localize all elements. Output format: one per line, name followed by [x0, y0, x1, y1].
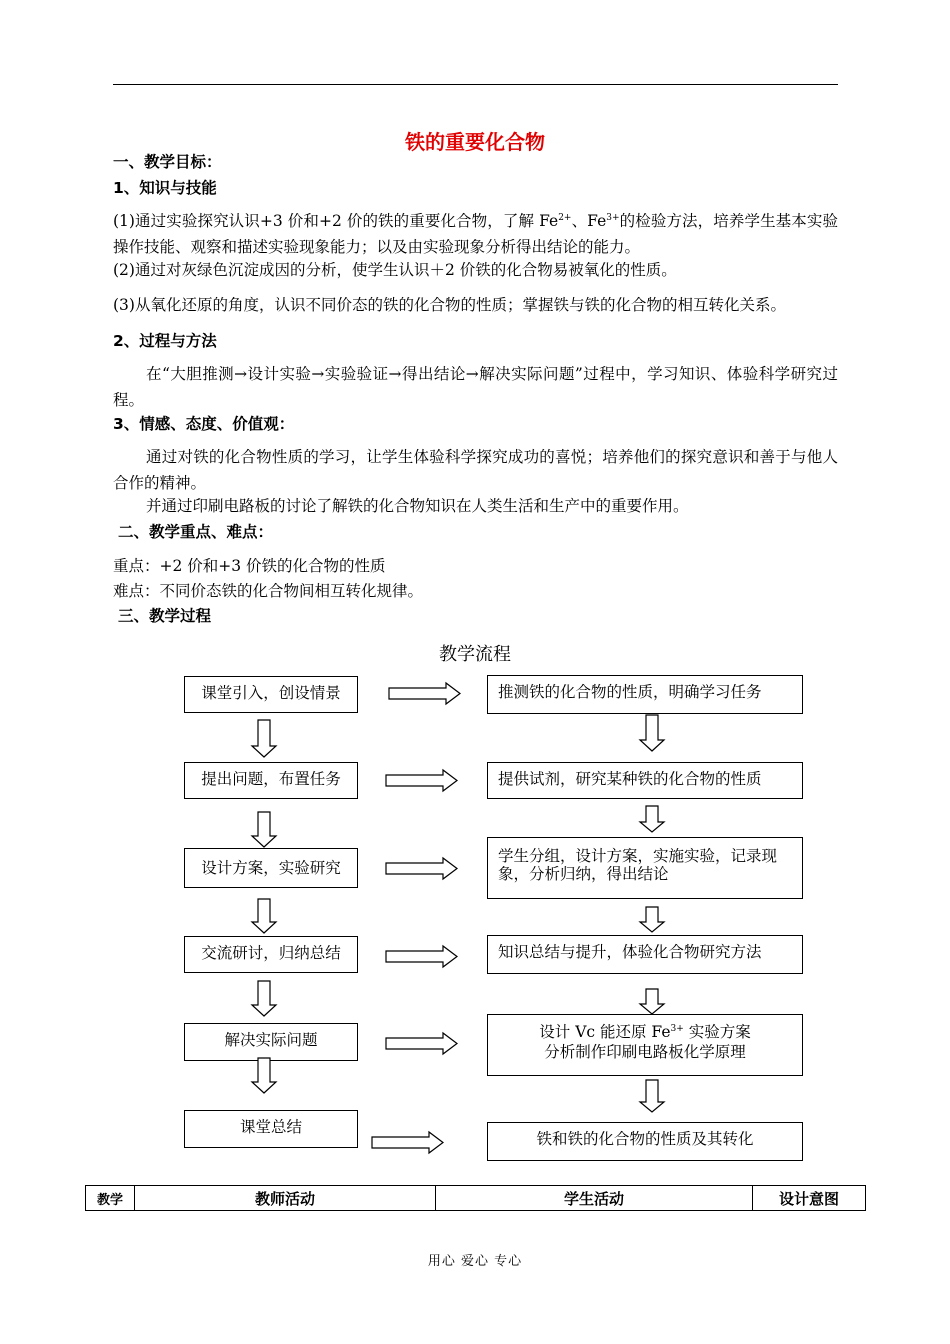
emotion-paragraph-1: 通过对铁的化合物性质的学习，让学生体验科学探究成功的喜悦；培养他们的探究意识和善于与他人合作的精神。	[113, 448, 838, 492]
page-footer: 用心 爱心 专心	[427, 1254, 523, 1269]
down-arrow-right-5	[640, 1080, 664, 1112]
down-arrow-right-1	[640, 715, 664, 751]
goal-paragraph-3: (3)从氧化还原的角度，认识不同价态的铁的化合物的性质；掌握铁与铁的化合物的相互转化关系。	[113, 296, 786, 314]
teaching-activity-table	[85, 1185, 866, 1211]
goal-paragraph-2: (2)通过对灰绿色沉淀成因的分析，使学生认识＋2 价铁的化合物易被氧化的性质。	[113, 261, 677, 279]
heading-emotion-values: 3、情感、态度、价值观：	[113, 415, 295, 433]
heading-teaching-process: 三、教学过程	[118, 607, 212, 625]
flowchart-title: 教学流程	[439, 644, 511, 665]
flow-left-step-2: 提出问题，布置任务	[184, 762, 358, 799]
down-arrow-left-2	[252, 812, 276, 847]
table-header-cell: 设计意图	[753, 1186, 866, 1211]
flow-left-step-3: 设计方案，实验研究	[184, 848, 358, 888]
goal-paragraph-1: (1)通过实验探究认识+3 价和+2 价的铁的重要化合物，了解 $Fe^{2+}$、$Fe^{3+}$的检验方法，培养学生基本实验操作技能、观察和描述实验现象能力；以及由实验现象分析得出结论的能力。	[113, 212, 838, 256]
down-arrow-left-5	[252, 1058, 276, 1093]
right-arrow-3	[386, 858, 457, 879]
difficult-point: 难点：不同价态铁的化合物间相互转化规律。	[113, 582, 424, 600]
document-title: 铁的重要化合物	[405, 130, 545, 154]
right-arrow-6	[372, 1132, 443, 1153]
table-header-cell: 教师活动	[135, 1186, 436, 1211]
flow-right-step-5: 设计 Vc 能还原 $Fe^{3+}$ 实验方案 分析制作印刷电路板化学原理	[487, 1014, 803, 1076]
down-arrow-right-3	[640, 907, 664, 932]
down-arrow-left-3	[252, 899, 276, 933]
down-arrow-left-1	[252, 720, 276, 757]
emotion-paragraph-2: 并通过印刷电路板的讨论了解铁的化合物知识在人类生活和生产中的重要作用。	[146, 497, 689, 515]
heading-knowledge-skills: 1、知识与技能	[113, 179, 217, 197]
down-arrow-right-2	[640, 806, 664, 832]
flow-left-step-4: 交流研讨，归纳总结	[184, 936, 358, 973]
table-header-cell: 教学	[86, 1186, 135, 1211]
heading-teaching-goals: 一、教学目标：	[113, 153, 222, 171]
flow-right-step-4: 知识总结与提升，体验化合物研究方法	[487, 935, 803, 974]
right-arrow-1	[389, 683, 460, 704]
right-arrow-5	[386, 1033, 457, 1054]
flow-right-step-2: 提供试剂，研究某种铁的化合物的性质	[487, 762, 803, 799]
flow-left-step-5: 解决实际问题	[184, 1023, 358, 1061]
flow-left-step-1: 课堂引入，创设情景	[184, 676, 358, 713]
key-point: 重点：+2 价和+3 价铁的化合物的性质	[113, 557, 386, 575]
table-header-cell: 学生活动	[436, 1186, 753, 1211]
heading-process-method: 2、过程与方法	[113, 332, 217, 350]
flow-right-step-6: 铁和铁的化合物的性质及其转化	[487, 1122, 803, 1161]
table-header-row	[86, 1186, 866, 1211]
heading-key-difficult: 二、教学重点、难点：	[118, 523, 274, 541]
down-arrow-right-4	[640, 989, 664, 1014]
flow-right-step-1: 推测铁的化合物的性质，明确学习任务	[487, 675, 803, 714]
down-arrow-left-4	[252, 981, 276, 1016]
process-paragraph: 在“大胆推测→设计实验→实验验证→得出结论→解决实际问题”过程中，学习知识、体验科学研究过程。	[113, 365, 838, 409]
right-arrow-2	[386, 770, 457, 791]
right-arrow-4	[386, 946, 457, 967]
flow-right-step-3: 学生分组，设计方案，实施实验，记录现象，分析归纳，得出结论	[487, 837, 803, 899]
flow-left-step-6: 课堂总结	[184, 1110, 358, 1148]
